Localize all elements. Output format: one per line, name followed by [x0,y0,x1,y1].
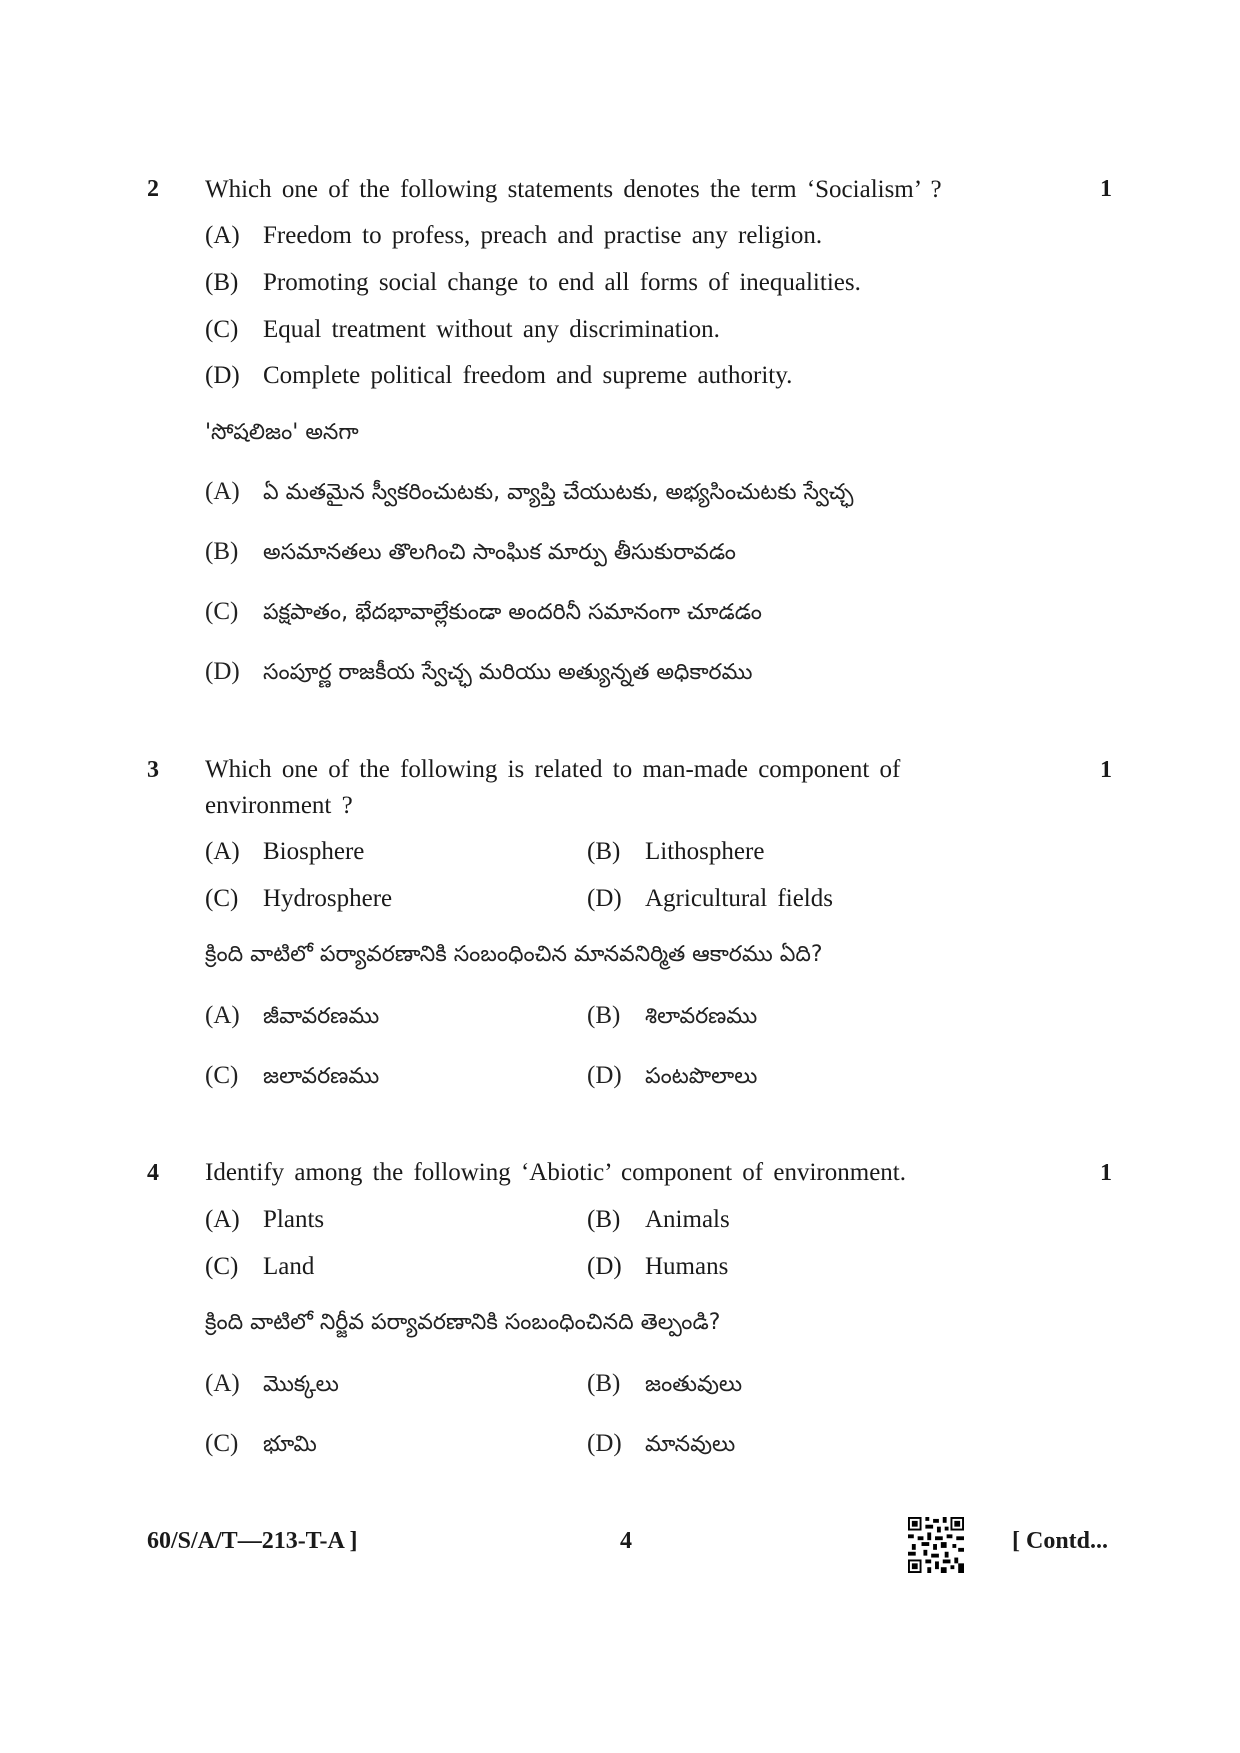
option-label: (C) [205,598,239,625]
option-a [205,838,364,866]
option-label: (C) [205,1430,239,1457]
option-text: Freedom to profess, preach and practise any religion. [263,222,823,249]
option-text: జలావరణము [263,1064,380,1089]
option-c [205,885,392,913]
option-label: (A) [205,1370,240,1397]
telugu-option-a [205,478,853,510]
option-label: (D) [587,1253,622,1280]
option-b [587,1206,730,1234]
option-text: జంతువులు [645,1372,743,1397]
telugu-option-c [205,1062,379,1094]
option-d [587,885,833,913]
option-label: (C) [205,316,239,343]
question-marks: 1 [1100,176,1112,202]
telugu-option-b [587,1002,757,1034]
telugu-option-c [205,1430,317,1462]
option-text: జీవావరణము [263,1004,380,1029]
option-label: (A) [205,222,240,249]
question-text: Identify among the following ‘Abiotic’ component of environment. [205,1159,906,1186]
option-text: Humans [645,1253,729,1280]
question-text: Which one of the following statements denotes the term ‘Socialism’ ? [205,176,942,203]
telugu-option-a [205,1370,339,1402]
option-text: Hydrosphere [263,885,393,912]
option-label: (D) [205,658,240,685]
telugu-question-text: క్రింది వాటిలో నిర్జీవ పర్యావరణానికి సంబంధించినది తెల్పండి? [205,1310,721,1335]
telugu-option-d [587,1062,757,1094]
option-label: (D) [205,362,240,389]
question-number: 3 [147,757,159,783]
option-label: (D) [587,1062,622,1089]
option-label: (C) [205,1253,239,1280]
telugu-option-d [587,1430,735,1462]
option-text: Lithosphere [645,838,765,865]
telugu-option-c [205,598,762,630]
question-text-line-1: Which one of the following is related to man-made component of [205,756,901,783]
question-text-line-2: environment ? [205,792,353,819]
question-number: 2 [147,176,159,202]
option-c [205,1253,314,1281]
option-a [205,222,822,250]
option-label: (B) [587,838,621,865]
option-text: Biosphere [263,838,365,865]
telugu-option-d [205,658,752,690]
option-label: (D) [587,885,622,912]
option-label: (A) [205,478,240,505]
option-text: భూమి [263,1432,317,1457]
option-text: Equal treatment without any discrimination. [263,316,720,343]
contd-label: [ Contd... [1012,1528,1109,1554]
telugu-option-b [205,538,736,570]
option-label: (B) [205,269,239,296]
option-a [205,1206,324,1234]
option-text: పక్షపాతం, భేదభావాల్లేకుండా అందరినీ సమానంగా చూడడం [263,600,762,625]
telugu-question-text: 'సోషలిజం' అనగా [205,420,359,445]
page-number: 4 [620,1528,632,1554]
option-label: (A) [205,838,240,865]
option-label: (A) [205,1002,240,1029]
question-marks: 1 [1100,1160,1112,1186]
option-label: (C) [205,885,239,912]
option-c [205,316,720,344]
option-text: అసమానతలు తొలగించి సాంఘిక మార్పు తీసుకురావడం [263,540,736,565]
option-b [205,269,861,297]
option-d [587,1253,728,1281]
option-label: (C) [205,1062,239,1089]
option-text: Complete political freedom and supreme authority. [263,362,793,389]
option-text: Plants [263,1206,325,1233]
option-label: (B) [587,1370,621,1397]
option-text: శిలావరణము [645,1004,758,1029]
option-d [205,362,792,390]
option-label: (B) [587,1206,621,1233]
question-number: 4 [147,1160,159,1186]
paper-code: 60/S/A/T—213-T-A ] [147,1528,358,1554]
option-label: (A) [205,1206,240,1233]
option-text: సంపూర్ణ రాజకీయ స్వేచ్ఛ మరియు అత్యున్నత అధికారము [263,660,753,685]
option-text: పంటపొలాలు [645,1064,758,1089]
qr-code-icon [908,1517,964,1573]
option-label: (B) [587,1002,621,1029]
option-text: Land [263,1253,315,1280]
option-b [587,838,764,866]
option-text: ఏ మతమైన స్వీకరించుటకు, వ్యాప్తి చేయుటకు, అభ్యసించుటకు స్వేచ్ఛ [263,480,854,505]
telugu-question-text: క్రింది వాటిలో పర్యావరణానికి సంబంధించిన మానవనిర్మిత ఆకారము ఏది? [205,942,823,967]
option-label: (D) [587,1430,622,1457]
option-text: Agricultural fields [645,885,833,912]
telugu-option-a [205,1002,379,1034]
option-text: మానవులు [645,1432,736,1457]
question-marks: 1 [1100,757,1112,783]
option-text: Promoting social change to end all forms of inequalities. [263,269,861,296]
option-text: మొక్కలు [263,1372,339,1397]
telugu-option-b [587,1370,742,1402]
option-label: (B) [205,538,239,565]
option-text: Animals [645,1206,730,1233]
